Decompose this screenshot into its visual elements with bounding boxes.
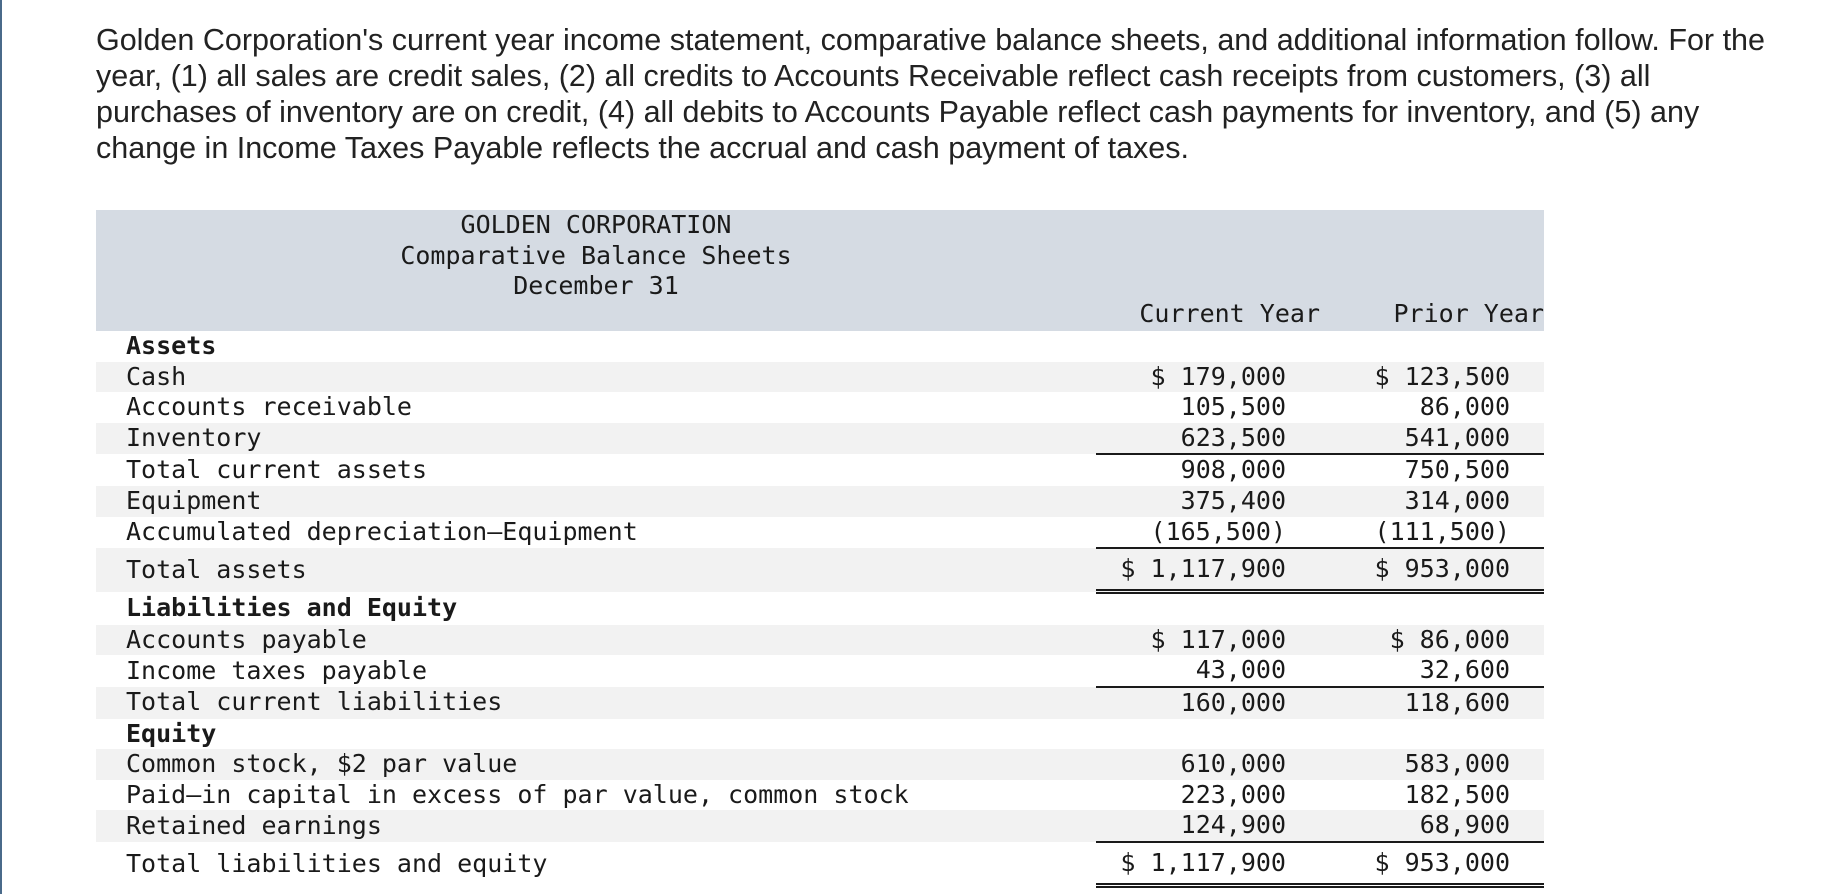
row-label: Common stock, $2 par value xyxy=(96,749,1096,780)
section-header-liabilities: Liabilities and Equity xyxy=(126,592,458,622)
balance-sheet xyxy=(96,210,1544,888)
row-label: Paid–in capital in excess of par value, common stock xyxy=(126,779,909,809)
row-label: Income taxes payable xyxy=(126,655,428,685)
intro-paragraph: Golden Corporation's current year income statement, comparative balance sheets, and additional information follow. For the year, (1) all sales are credit sales, (2) all credits to Accounts Receivable reflect cash receipts from customers, (3) all purchases of inventory are on credit, (4) all debits to Accounts Payable reflect cash payments for inventory, and (5) any change in Income Taxes Payable reflects the accrual and cash payment of taxes. xyxy=(96,23,1765,165)
row-label: Accounts payable xyxy=(96,625,1096,656)
prior-value: 182,500 xyxy=(1404,779,1510,809)
current-value: $ 179,000 xyxy=(1096,362,1320,393)
prior-value: 750,500 xyxy=(1404,455,1510,485)
table-row xyxy=(96,392,1544,423)
prior-value: 314,000 xyxy=(1320,486,1544,517)
prior-value: $ 953,000 xyxy=(1320,548,1544,592)
row-label: Equipment xyxy=(96,486,1096,517)
balance-sheet-table xyxy=(96,210,1544,888)
table-row xyxy=(96,842,1544,886)
prior-value: $ 123,500 xyxy=(1320,362,1544,393)
current-value: 43,000 xyxy=(1096,655,1320,687)
row-label: Cash xyxy=(96,362,1096,393)
row-label: Accumulated depreciation—Equipment xyxy=(126,517,638,547)
prior-value: $ 86,000 xyxy=(1320,625,1544,656)
table-row xyxy=(96,810,1544,842)
table-row xyxy=(96,423,1544,455)
prior-value: 583,000 xyxy=(1320,749,1544,780)
table-header xyxy=(96,210,1544,331)
prior-value: 86,000 xyxy=(1419,392,1510,422)
table-row xyxy=(96,655,1544,687)
prior-value: 118,600 xyxy=(1320,687,1544,719)
statement-heading xyxy=(96,210,1096,331)
column-header-current: Current Year xyxy=(1096,210,1320,331)
current-value: 610,000 xyxy=(1096,749,1320,780)
current-value: 623,500 xyxy=(1096,423,1320,455)
column-header-prior: Prior Year xyxy=(1320,210,1544,331)
current-value: 160,000 xyxy=(1096,687,1320,719)
row-label: Total assets xyxy=(96,548,1096,592)
prior-value: 541,000 xyxy=(1320,423,1544,455)
row-label: Total current assets xyxy=(126,454,428,484)
section-header-assets: Assets xyxy=(126,331,217,360)
row-label: Retained earnings xyxy=(96,810,1096,842)
row-label: Accounts receivable xyxy=(126,392,412,422)
table-row xyxy=(96,548,1544,592)
prior-value: (111,500) xyxy=(1320,517,1544,549)
current-value: 105,500 xyxy=(1180,392,1286,422)
current-value: 375,400 xyxy=(1096,486,1320,517)
table-row xyxy=(96,486,1544,517)
current-value: (165,500) xyxy=(1096,517,1320,549)
statement-title: Comparative Balance Sheets xyxy=(400,240,792,270)
prior-value: 68,900 xyxy=(1320,810,1544,842)
prior-value: $ 953,000 xyxy=(1320,842,1544,886)
prior-value: 32,600 xyxy=(1320,655,1544,687)
current-value: 908,000 xyxy=(1180,455,1286,485)
table-row xyxy=(96,362,1544,393)
table-row xyxy=(96,625,1544,656)
statement-date: December 31 xyxy=(513,271,679,300)
table-row xyxy=(96,517,1544,549)
current-value: 124,900 xyxy=(1096,810,1320,842)
table-row xyxy=(96,454,1544,486)
company-name: GOLDEN CORPORATION xyxy=(460,210,732,239)
table-row xyxy=(96,749,1544,780)
current-value: $ 1,117,900 xyxy=(1096,842,1320,886)
section-header-equity: Equity xyxy=(126,718,217,748)
current-value: $ 117,000 xyxy=(1096,625,1320,656)
table-row xyxy=(96,780,1544,811)
current-value: $ 1,117,900 xyxy=(1096,548,1320,592)
table-row xyxy=(96,687,1544,719)
row-label: Total current liabilities xyxy=(96,687,1096,719)
row-label: Inventory xyxy=(96,423,1096,455)
row-label: Total liabilities and equity xyxy=(126,848,548,878)
current-value: 223,000 xyxy=(1180,779,1286,809)
